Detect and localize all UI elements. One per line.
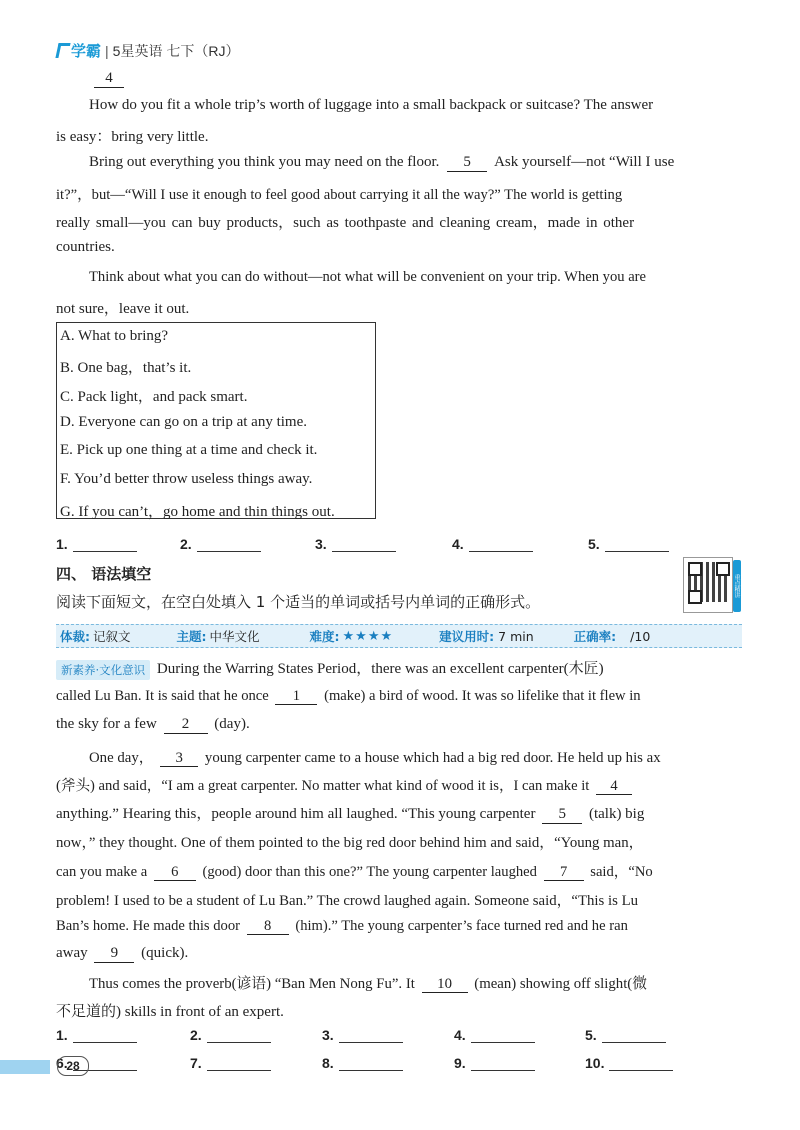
passage-line11: away 9 (quick). [56,945,189,961]
para2-line3: really small—you can buy products，such as toothpaste and cleaning cream，made in other [56,215,635,231]
grammar-answer-7[interactable]: 7. [190,1055,271,1071]
blank-9[interactable]: 9 [94,945,134,963]
blank-5-grammar[interactable]: 5 [542,806,582,824]
difficulty-label: 难度: [309,629,340,644]
blank-6[interactable]: 6 [154,864,196,881]
blank-4[interactable]: 4 [94,70,124,88]
section-instruction: 阅读下面短文，在空白处填入 1 个适当的单词或括号内单词的正确形式。 [56,593,541,611]
qr-code-icon[interactable] [683,557,733,613]
page-number: 28 [57,1056,89,1076]
para2-line4: countries. [56,239,115,255]
page-header: 学霸 | 5星英语 七下（RJ） [57,40,239,61]
passage-text: During the Warring States Period，there was an excellent carpenter(木匠) [156,661,604,677]
passage-line13: 不足道的) skills in front of an expert. [56,1004,284,1020]
logo-icon [55,43,70,58]
reading-answer-3[interactable]: 3. [315,536,396,552]
accuracy-value: /10 [630,628,651,644]
para3-line1: Think about what you can do without—not what will be convenient on your trip. When you are [89,269,647,285]
option-g: G. If you can’t，go home and thin things out. [60,504,335,520]
para2-text-a: Bring out everything you think you may need on the floor. [89,154,440,170]
time-value: 7 min [498,628,534,644]
theme-label: 主题: [176,629,207,644]
blank-5[interactable]: 5 [447,154,487,172]
grammar-answer-6[interactable]: 6. [56,1055,137,1071]
grammar-answer-2[interactable]: 2. [190,1027,271,1043]
book-title: 5星英语 七下（RJ） [112,42,240,59]
passage-line4: One day， 3 young carpenter came to a house which had a big red door. He held up his ax [89,750,661,766]
option-a: A. What to bring? [60,328,169,344]
para1-line2: is easy：bring very little. [56,129,209,145]
options-box [56,322,376,519]
literacy-badge: 新素养·文化意识 [56,660,150,680]
grammar-answer-5[interactable]: 5. [585,1027,666,1043]
passage-line10: Ban’s home. He made this door 8 (him).” The young carpenter’s face turned red and he ran [56,918,628,934]
blank-8[interactable]: 8 [247,918,289,935]
grammar-answer-4[interactable]: 4. [454,1027,535,1043]
genre-label: 体裁: [60,629,90,644]
reading-answer-4[interactable]: 4. [452,536,533,552]
grammar-answer-8[interactable]: 8. [322,1055,403,1071]
option-b: B. One bag，that’s it. [60,360,192,376]
grammar-answer-1[interactable]: 1. [56,1027,137,1043]
grammar-answer-9[interactable]: 9. [454,1055,535,1071]
accuracy-label: 正确率: [573,629,617,644]
passage-line9: problem! I used to be a student of Lu Ban.” The crowd laughed again. Someone said，“This is Lu [56,893,639,909]
reading-answer-1[interactable]: 1. [56,536,137,552]
passage-line5: (斧头) and said，“I am a great carpenter. No matter what kind of wood it is，I can make it 4 [56,774,635,795]
option-f: F. You’d better throw useless things away. [60,471,313,487]
para2-line1 [89,154,674,172]
passage-line3: the sky for a few 2 (day). [56,716,250,732]
blank-2[interactable]: 2 [164,716,208,734]
option-d: D. Everyone can go on a trip at any time. [60,414,308,430]
reading-answer-2[interactable]: 2. [180,536,261,552]
blank-10[interactable]: 10 [422,976,468,993]
grammar-answer-3[interactable]: 3. [322,1027,403,1043]
option-e: E. Pick up one thing at a time and check it. [60,442,318,458]
footer-accent-bar [0,1060,50,1074]
passage-line8: can you make a 6 (good) door than this one?” The young carpenter laughed 7 said，“No [56,864,653,880]
passage-line6: anything.” Hearing this，people around him all laughed. “This young carpenter 5 (talk) big [56,806,645,822]
passage-line2: called Lu Ban. It is said that he once 1 (make) a bird of wood. It was so lifelike that it flew in [56,688,641,704]
passage-line12: Thus comes the proverb(谚语) “Ban Men Nong Fu”. It 10 (mean) showing off slight(微 [89,976,648,992]
passage-line1 [56,657,604,680]
para2-line2: it?”，but—“Will I use it enough to feel good about carrying it all the way?” The world is getting [56,187,623,203]
para1-line1: How do you fit a whole trip’s worth of luggage into a small backpack or suitcase? The answer [89,97,654,113]
info-bar [56,624,742,648]
qr-label: 重点精讲 [733,560,741,612]
grammar-answer-10[interactable]: 10. [585,1055,673,1071]
passage-line7: now，” they thought. One of them pointed to the big red door behind him and said，“Young man， [56,835,644,851]
section-title: 四、 语法填空 [56,565,152,583]
difficulty-stars: ★★★★ [342,628,394,644]
blank-7[interactable]: 7 [544,864,584,881]
theme-value: 中华文化 [209,629,260,644]
reading-answer-5[interactable]: 5. [588,536,669,552]
blank-3[interactable]: 3 [160,750,198,767]
brand-name: 学霸 [71,44,102,60]
option-c: C. Pack light，and pack smart. [60,389,248,405]
blank-1[interactable]: 1 [275,688,317,705]
genre-value: 记叙文 [93,629,131,644]
time-label: 建议用时: [439,629,495,644]
para3-line2: not sure，leave it out. [56,301,190,317]
blank-4-grammar[interactable]: 4 [596,778,632,795]
brand-logo [57,40,101,61]
para2-text-b: Ask yourself—not “Will I use [494,154,675,170]
